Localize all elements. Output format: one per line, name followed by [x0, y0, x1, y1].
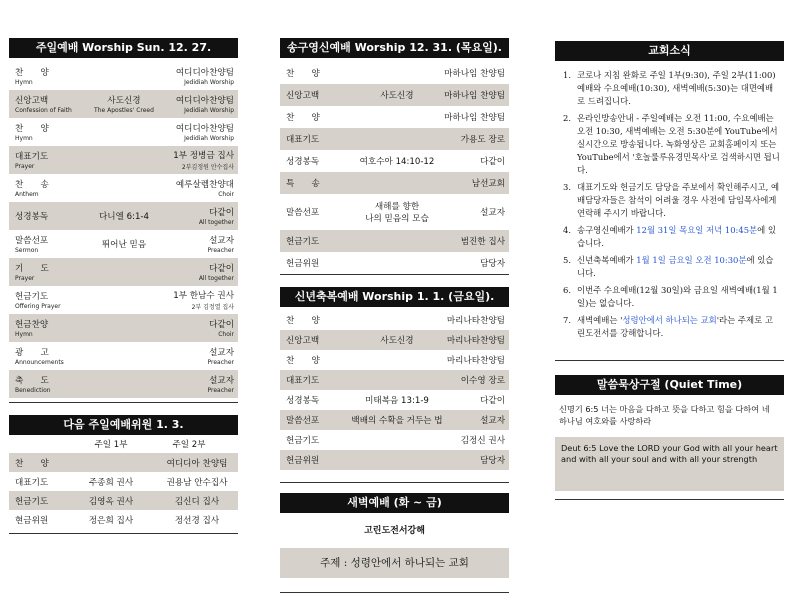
worship-detail-text: 사도신경 — [107, 96, 141, 106]
worship-item-detail — [79, 210, 169, 222]
news-text — [577, 254, 780, 280]
news-text — [577, 69, 780, 108]
service-row — [280, 430, 509, 450]
worship-item-leader — [176, 178, 234, 198]
first-service-label: 주일 1부 — [94, 440, 128, 450]
worship-leader-en: All together — [198, 219, 234, 226]
service-item: 성경봉독 — [286, 396, 320, 406]
worship-leader-en: Jedidiah Worship — [184, 135, 234, 142]
worship-row — [9, 314, 238, 342]
news-item — [563, 69, 780, 108]
church-news-list — [555, 69, 784, 340]
worship-leader-text: 여디디아찬양팀 — [175, 96, 234, 106]
worship-row — [9, 286, 238, 314]
news-highlight: 1월 1일 금요일 오전 10:30분 — [636, 255, 747, 265]
committee-role: 현금위원 — [15, 515, 49, 526]
worship-item — [9, 66, 49, 86]
committee-row — [9, 491, 238, 510]
news-text-part: 새벽예배는 ' — [577, 315, 623, 325]
worship-row — [9, 202, 238, 230]
news-number: 7. — [563, 315, 571, 325]
news-highlight: 12월 31일 목요일 저녁 10:45분 — [636, 225, 758, 235]
service-item: 찬 양 — [286, 316, 320, 326]
worship-leader-text: 1부 한남수 권사 — [173, 291, 234, 301]
worship-item-leader — [208, 374, 234, 394]
quiet-time-title: 말씀묵상구절 (Quiet Time) — [555, 375, 784, 395]
worship-leader-text: 다같이 — [209, 208, 234, 218]
worship-row — [9, 230, 238, 258]
worship-leader-en: 2부김정원 안수집사 — [181, 164, 234, 171]
service-item: 신앙고백 — [286, 336, 320, 346]
worship-item — [9, 150, 48, 170]
service-leader: 다같이 — [480, 396, 505, 406]
worship-item-label: 축 도 — [15, 376, 49, 386]
news-item — [563, 284, 780, 310]
news-item — [563, 181, 780, 220]
worship-item-label: 대표기도 — [15, 152, 49, 162]
worship-item-leader — [176, 94, 234, 114]
worship-item-en: Hymn — [15, 331, 33, 338]
worship-detail-text: 다니엘 6:1-4 — [98, 212, 150, 222]
quiet-time-korean: 신명기 6:5 너는 마음을 다하고 뜻을 다하고 힘을 다하여 네 하나님 여호와를 사랑하라 — [559, 404, 770, 426]
worship-item-leader — [176, 66, 234, 86]
worship-leader-en: Jedidiah Worship — [184, 79, 234, 86]
news-text — [577, 224, 780, 250]
worship-leader-text: 예루살렘찬양대 — [175, 180, 234, 190]
worship-item-en: Offering Prayer — [15, 303, 61, 310]
worship-item — [9, 178, 49, 198]
service-leader: 설교자 — [480, 416, 505, 426]
committee-second: 정선경 집사 — [174, 515, 220, 526]
worship-item-detail — [79, 238, 169, 250]
worship-item — [9, 318, 48, 338]
service-item: 찬 양 — [286, 356, 320, 366]
service-leader: 담당자 — [480, 456, 505, 466]
worship-item-label: 말씀선포 — [15, 236, 49, 246]
service-leader: 담당자 — [480, 259, 505, 269]
worship-item-leader — [176, 122, 234, 142]
worship-row — [9, 370, 238, 398]
service-leader: 마리나타찬양팀 — [446, 336, 505, 346]
service-detail: 여호수아 14:10-12 — [359, 157, 435, 167]
dawn-worship-theme: 주제 : 성령안에서 하나되는 교회 — [280, 548, 509, 578]
news-text — [577, 284, 780, 310]
news-text-part: 온라인방송안내 - 주일예배는 오전 11:00, 수요예배는 오전 10:30, 새벽예배는 오전 5:30분에 YouTube에서 실시간으로 방송됩니다. 녹화영상은 교회홈페이지 또는 YouTube에서 '호놀룰루유경민목사'로 검색하시면 됩니다. — [577, 113, 780, 175]
worship-row — [9, 118, 238, 146]
service-row — [280, 62, 509, 84]
worship-item-leader — [199, 262, 234, 282]
worship-item-leader — [208, 346, 234, 366]
divider — [9, 533, 238, 534]
committee-role: 헌금기도 — [15, 496, 49, 507]
service-item: 찬 양 — [286, 69, 320, 79]
worship-item-label: 헌금찬양 — [15, 320, 49, 330]
worship-detail-en: The Apostles' Creed — [94, 107, 154, 114]
service-leader: 남선교회 — [471, 179, 505, 189]
worship-item-label: 광 고 — [15, 348, 49, 358]
worship-item — [9, 346, 64, 366]
news-item — [563, 314, 780, 340]
news-text-part: 신년축복예배가 — [577, 255, 637, 265]
new-year-column — [280, 0, 509, 593]
worship-leader-en: 2부 김정열 집사 — [191, 304, 234, 311]
service-row — [280, 252, 509, 274]
service-detail: 사도신경 — [380, 336, 414, 346]
service-row — [280, 370, 509, 390]
service-row — [280, 172, 509, 194]
service-leader: 이수영 장로 — [460, 376, 505, 386]
divider — [280, 592, 509, 593]
worship-row — [9, 62, 238, 90]
service-row — [280, 390, 509, 410]
divider — [280, 274, 509, 275]
news-text — [577, 112, 780, 177]
service-item: 특 송 — [286, 179, 320, 189]
worship-item-en: Hymn — [15, 135, 33, 142]
news-item — [563, 254, 780, 280]
service-leader: 설교자 — [480, 208, 505, 218]
worship-leader-text: 설교자 — [209, 348, 234, 358]
service-row — [280, 450, 509, 470]
worship-leader-text: 다같이 — [209, 264, 234, 274]
service-detail: 백배의 수확을 거두는 법 — [351, 416, 443, 426]
news-item — [563, 112, 780, 177]
divider — [555, 499, 784, 500]
worship-item — [9, 262, 49, 282]
service-row — [280, 330, 509, 350]
next-week-committee-title: 다음 주일예배위원 1. 3. — [9, 415, 238, 435]
news-text — [577, 181, 780, 220]
service-row — [280, 128, 509, 150]
service-item: 헌금위원 — [286, 456, 320, 466]
service-row — [280, 230, 509, 252]
news-text-part: 에 있습니다. — [577, 225, 776, 248]
church-news-column — [555, 0, 784, 500]
committee-first: 정은희 집사 — [88, 515, 134, 526]
service-detail: 사도신경 — [380, 91, 414, 101]
news-number: 2. — [563, 113, 571, 123]
new-year-blessing-title: 신년축복예배 Worship 1. 1. (금요일). — [280, 287, 509, 307]
news-item — [563, 224, 780, 250]
service-leader: 다같이 — [480, 157, 505, 167]
worship-item-leader — [208, 234, 234, 254]
worship-item-label: 찬 양 — [15, 124, 49, 134]
divider — [555, 360, 784, 361]
worship-leader-en: All together — [198, 275, 234, 282]
sunday-worship-column — [9, 0, 238, 534]
worship-item-detail — [79, 94, 169, 114]
worship-row — [9, 258, 238, 286]
service-detail: 새해를 향한 나의 믿음의 모습 — [365, 202, 429, 224]
service-leader: 가용도 장로 — [460, 135, 505, 145]
committee-second: 김신디 집사 — [174, 496, 220, 507]
news-text — [577, 314, 780, 340]
worship-item — [9, 210, 48, 222]
service-item: 성경봉독 — [286, 157, 320, 167]
worship-item-en: Anthem — [15, 191, 39, 198]
worship-row — [9, 90, 238, 118]
worship-item-en: Benediction — [15, 387, 51, 394]
news-text-part: 에 있습니다. — [577, 255, 774, 278]
service-item: 말씀선포 — [286, 208, 320, 218]
second-service-label: 주일 2부 — [172, 440, 206, 450]
new-years-eve-title: 송구영신예배 Worship 12. 31. (목요일). — [280, 38, 509, 58]
worship-leader-text: 다같이 — [209, 320, 234, 330]
worship-row — [9, 342, 238, 370]
worship-item — [9, 234, 48, 254]
divider — [280, 482, 509, 483]
new-year-blessing-order — [280, 310, 509, 470]
service-row — [280, 310, 509, 330]
committee-first: 주종희 권사 — [88, 477, 134, 488]
worship-leader-text: 여디디아찬양팀 — [175, 68, 234, 78]
service-detail: 미태복음 13:1-9 — [365, 396, 429, 406]
worship-leader-en: Choir — [218, 191, 234, 198]
news-highlight: 성령안에서 하나되는 교회 — [622, 315, 717, 325]
service-item: 대표기도 — [286, 376, 320, 386]
worship-item-label: 신앙고백 — [15, 96, 49, 106]
worship-item-en: Hymn — [15, 79, 33, 86]
service-leader: 마하나임 찬양팀 — [444, 69, 505, 79]
worship-row — [9, 146, 238, 174]
worship-item — [9, 94, 72, 114]
service-item: 신앙고백 — [286, 91, 320, 101]
next-week-header — [9, 435, 238, 453]
service-item: 헌금위원 — [286, 259, 320, 269]
divider — [9, 402, 238, 403]
service-leader: 범진한 집사 — [460, 237, 505, 247]
news-number: 5. — [563, 255, 571, 265]
worship-leader-en: Choir — [218, 331, 234, 338]
worship-item — [9, 290, 61, 310]
dawn-worship-text: 고린도전서강해 — [364, 526, 425, 536]
service-row — [280, 84, 509, 106]
worship-item — [9, 374, 51, 394]
service-row — [280, 150, 509, 172]
worship-item-en: Sermon — [15, 247, 39, 254]
new-years-eve-order — [280, 62, 509, 274]
service-leader: 마리나타찬양팀 — [446, 356, 505, 366]
worship-item-en: Prayer — [15, 163, 35, 170]
worship-item-label: 헌금기도 — [15, 292, 49, 302]
service-leader: 마리나타찬양팀 — [446, 316, 505, 326]
worship-leader-en: Preacher — [207, 247, 234, 254]
news-text-part: 송구영신예배가 — [577, 225, 637, 235]
worship-leader-en: Preacher — [207, 359, 234, 366]
committee-role: 찬 양 — [15, 458, 49, 469]
service-row — [280, 194, 509, 230]
committee-first: 김영옥 권사 — [88, 496, 134, 507]
service-item: 대표기도 — [286, 135, 320, 145]
worship-leader-text: 1부 정병금 집사 — [173, 151, 234, 161]
worship-leader-text: 설교자 — [209, 236, 234, 246]
worship-leader-en: Preacher — [207, 387, 234, 394]
worship-leader-en: Jedidiah Worship — [184, 107, 234, 114]
worship-item-leader — [173, 149, 234, 171]
sunday-worship-order — [9, 62, 238, 398]
committee-row — [9, 453, 238, 472]
worship-item-leader — [199, 206, 234, 226]
worship-leader-text: 여디디아찬양팀 — [175, 124, 234, 134]
worship-item-leader — [173, 289, 234, 311]
news-text-part: 코로나 지침 완화로 주일 1부(9:30), 주일 2부(11:00)예배와 수요예배(10:30), 새벽예배(5:30)는 대면예배로 드려집니다. — [577, 70, 776, 106]
worship-item-label: 찬 송 — [15, 180, 49, 190]
worship-item-label: 성경봉독 — [15, 212, 49, 222]
committee-row — [9, 472, 238, 491]
committee-role: 대표기도 — [15, 477, 49, 488]
service-row — [280, 410, 509, 430]
service-item: 헌금기도 — [286, 436, 320, 446]
church-news-title: 교회소식 — [555, 41, 784, 61]
service-leader: 마하나임 찬양팀 — [444, 91, 505, 101]
service-item: 말씀선포 — [286, 416, 320, 426]
committee-second: 권용남 안수집사 — [166, 477, 228, 488]
service-leader: 김정신 권사 — [460, 436, 505, 446]
worship-item-en: Prayer — [15, 275, 35, 282]
dawn-worship-title: 새벽예배 (화 ~ 금) — [280, 493, 509, 513]
worship-row — [9, 174, 238, 202]
worship-detail-text: 뛰어난 믿음 — [101, 240, 147, 250]
service-item: 헌금기도 — [286, 237, 320, 247]
worship-item-label: 기 도 — [15, 264, 49, 274]
news-number: 3. — [563, 182, 571, 192]
service-row — [280, 350, 509, 370]
worship-item-label: 찬 양 — [15, 68, 49, 78]
service-item: 찬 양 — [286, 113, 320, 123]
news-text-part: 대표기도와 헌금기도 담당을 주보에서 확인해주시고, 예배담당자들은 참석이 어려울 경우 사전에 담임목사에게 연락해 주시기 바랍니다. — [577, 182, 780, 218]
worship-leader-text: 설교자 — [209, 376, 234, 386]
news-number: 1. — [563, 70, 571, 80]
next-week-committee-table — [9, 453, 238, 529]
worship-item-en: Confession of Faith — [15, 107, 72, 114]
news-text-part: 이번주 수요예배(12월 30일)와 금요일 새벽예배(1월 1일)는 없습니다. — [577, 285, 778, 308]
news-number: 4. — [563, 225, 571, 235]
worship-item-leader — [209, 318, 234, 338]
worship-item — [9, 122, 49, 142]
quiet-time-english: Deut 6:5 Love the LORD your God with all your heart and with all your soul and with all your strength — [555, 437, 784, 491]
worship-item-en: Announcements — [15, 359, 64, 366]
committee-row — [9, 510, 238, 529]
news-text-part: '라는 주제로 고린도전서를 강해합니다. — [577, 315, 773, 338]
service-row — [280, 106, 509, 128]
news-number: 6. — [563, 285, 571, 295]
sunday-worship-title: 주일예배 Worship Sun. 12. 27. — [9, 38, 238, 58]
service-leader: 마하나임 찬양팀 — [444, 113, 505, 123]
committee-second: 여디디아 찬양팀 — [166, 458, 228, 469]
